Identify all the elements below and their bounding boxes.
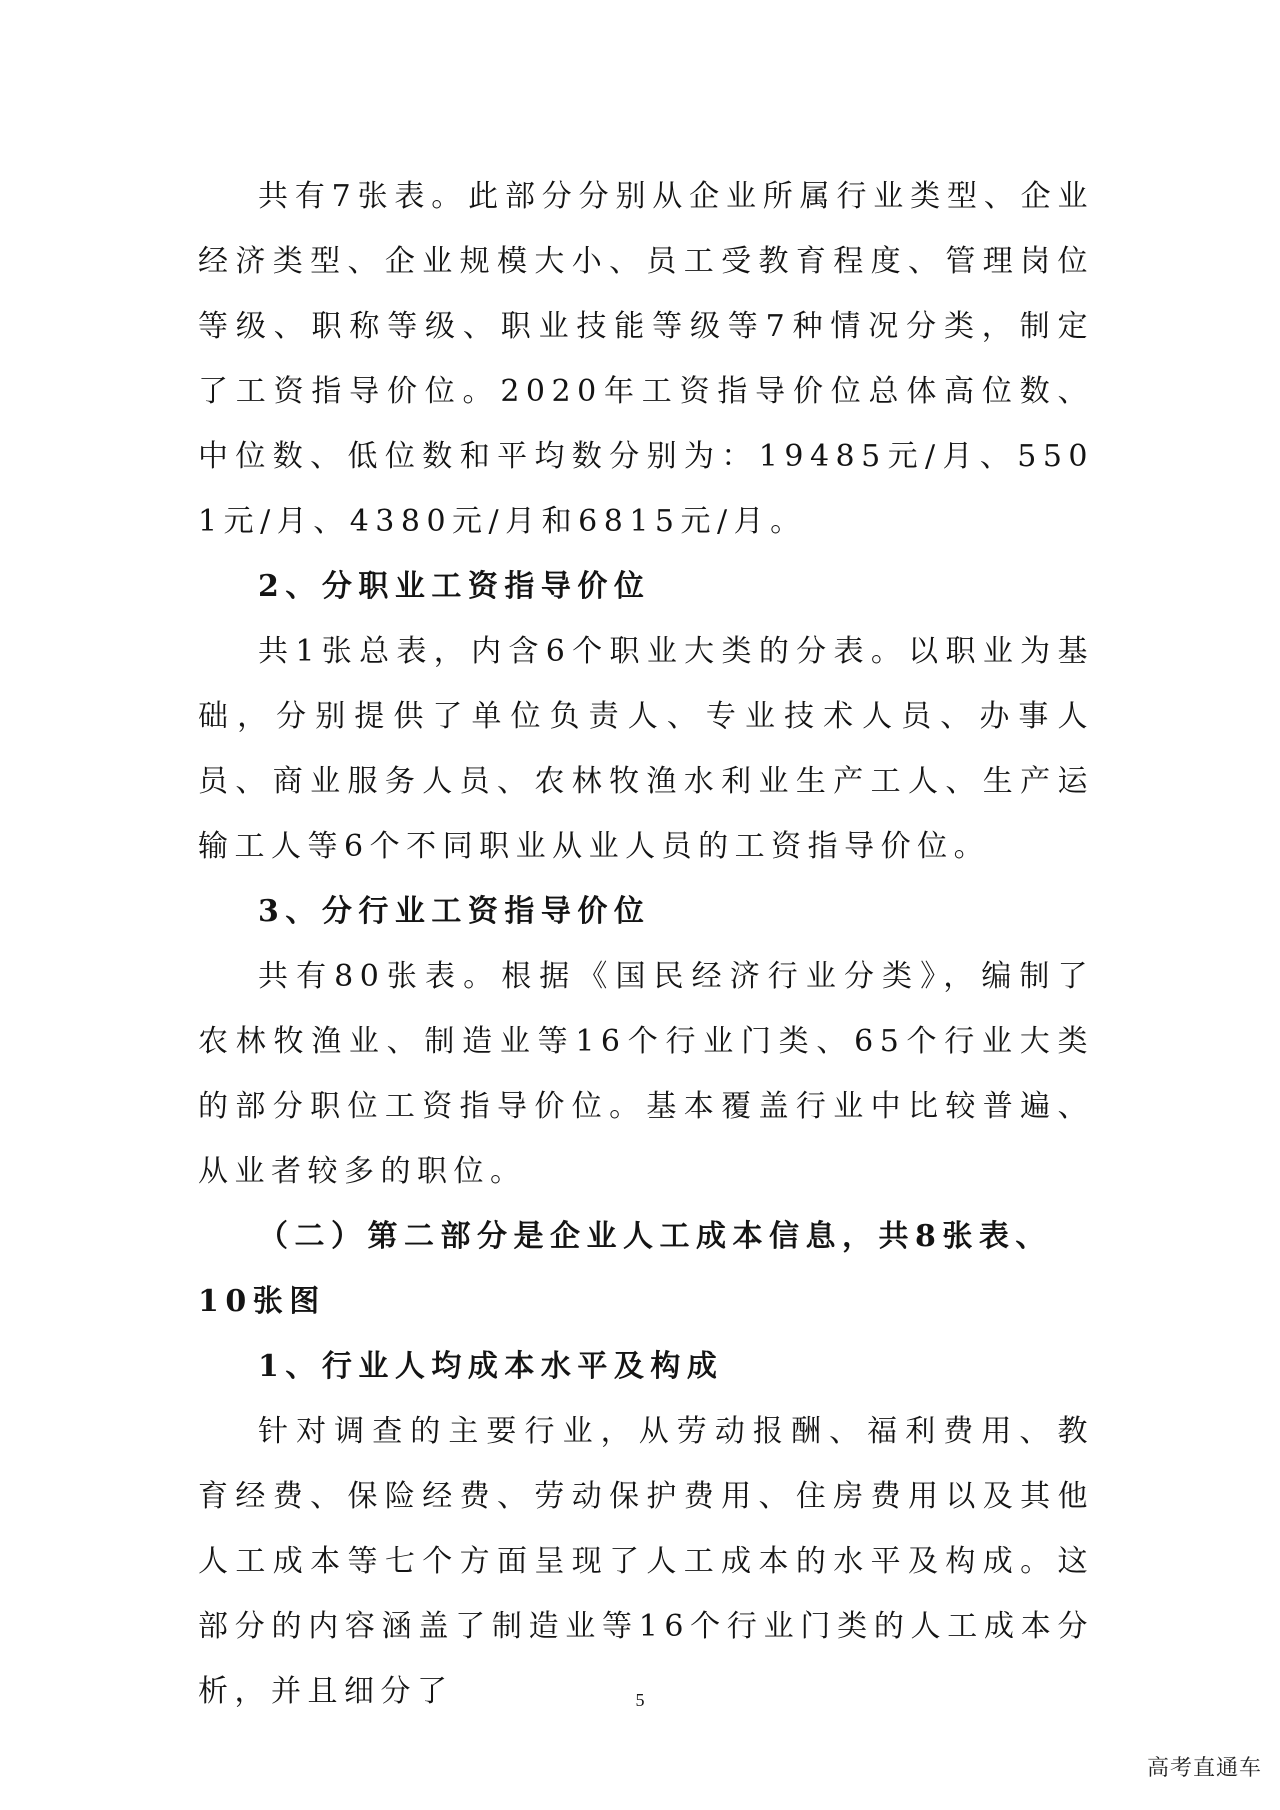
paragraph-occupation-wage-tables: 共1张总表，内含6个职业大类的分表。以职业为基础，分别提供了单位负责人、专业技术人员、办事人员、商业服务人员、农林牧渔水利业生产工人、生产运输工人等6个不同职业从业人员的工资指导价位。: [198, 634, 1094, 864]
heading-industry-wage-guide: 3、分行业工资指导价位: [258, 894, 651, 929]
paragraph-industry-cost-composition: 针对调查的主要行业，从劳动报酬、福利费用、教育经费、保险经费、劳动保护费用、住房费用以及其他人工成本等七个方面呈现了人工成本的水平及构成。这部分的内容涵盖了制造业等16个行业门类的人工成本分析，并且细分了: [198, 1414, 1094, 1709]
watermark-text: 高考直通车: [1146, 1756, 1262, 1781]
heading-occupation-wage-guide: 2、分职业工资指导价位: [258, 569, 651, 604]
heading-part-two-labor-cost: （二）第二部分是企业人工成本信息，共8张表、10张图: [198, 1219, 1052, 1319]
heading-industry-cost-level: 1、行业人均成本水平及构成: [258, 1349, 724, 1384]
document-body: [198, 164, 1094, 1724]
page-number: 5: [635, 1690, 645, 1710]
paragraph-industry-wage-tables: 共有80张表。根据《国民经济行业分类》，编制了农林牧渔业、制造业等16个行业门类、65个行业大类的部分职位工资指导价位。基本覆盖行业中比较普遍、从业者较多的职位。: [198, 959, 1094, 1189]
paragraph-enterprise-wage-tables: 共有7张表。此部分分别从企业所属行业类型、企业经济类型、企业规模大小、员工受教育程度、管理岗位等级、职称等级、职业技能等级等7种情况分类，制定了工资指导价位。2020年工资指导价位总体高位数、中位数、低位数和平均数分别为：19485元/月、5501元/月、4380元/月和6815元/月。: [198, 179, 1094, 539]
